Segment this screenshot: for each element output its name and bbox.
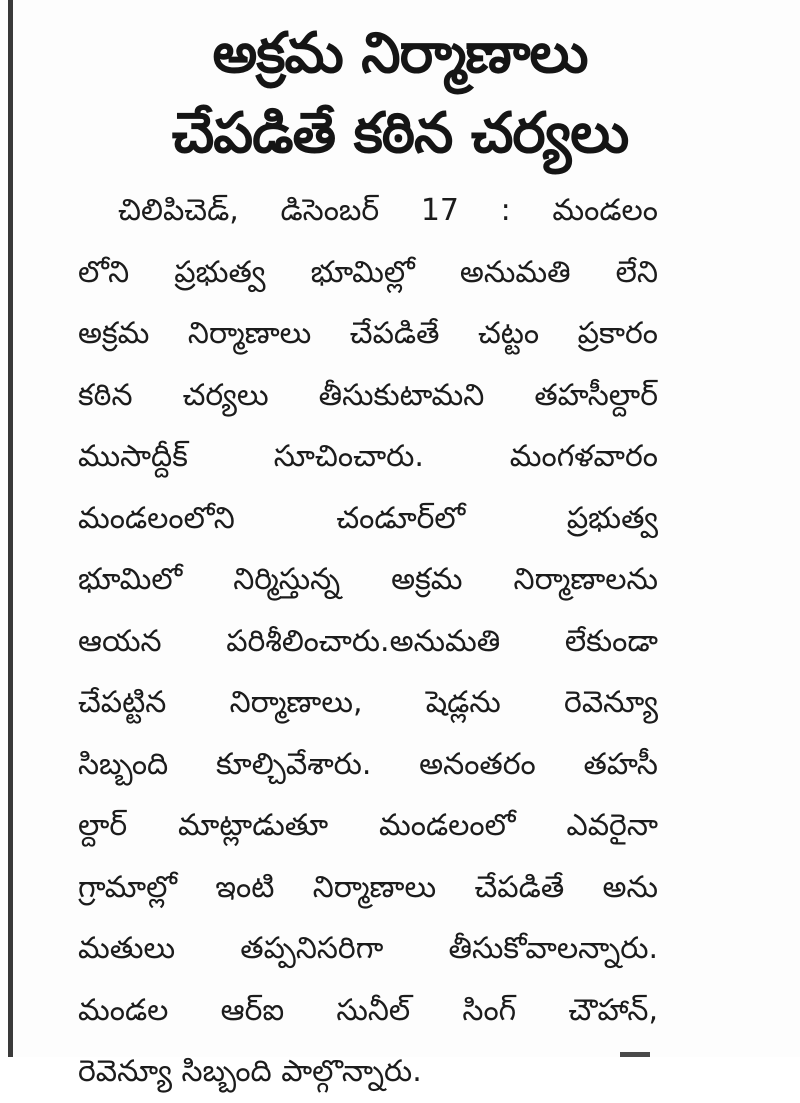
body-line-4: కఠిన చర్యలు తీసుకుటామని తహసీల్దార్ [78,377,658,413]
body-line-10: సిబ్బంది కూల్చివేశారు. అనంతరం తహసీ [78,746,658,782]
body-line-5: ముసాద్దీక్ సూచించారు. మంగళవారం [78,439,658,474]
body-line-15: రెవెన్యూ సిబ్బంది పాల్గొన్నారు. [78,1054,422,1089]
body-line-8: ఆయన పరిశీలించారు.అనుమతి లేకుండా [78,623,658,659]
body-line-9: చేపట్టిన నిర్మాణాలు, షెడ్లను రెవెన్యూ [78,685,658,720]
body-line-14: మండల ఆర్ఐ సునీల్ సింగ్ చౌహాన్, [78,992,658,1028]
body-line-11: ల్దార్ మాట్లాడుతూ మండలంలో ఎవరైనా [78,808,658,843]
body-line-13: మతులు తప్పనిసరిగా తీసుకోవాలన్నారు. [78,931,658,966]
body-line-3: అక్రమ నిర్మాణాలు చేపడితే చట్టం ప్రకారం [78,316,658,351]
headline-line-1: అక్రమ నిర్మాణాలు [212,21,588,86]
body-line-2: లోని ప్రభుత్వ భూమిల్లో అనుమతి లేని [78,254,658,290]
body-line-7: భూమిలో నిర్మిస్తున్న అక్రమ నిర్మాణాలను [78,562,658,597]
next-column-edge [620,1052,650,1057]
headline-line-2: చేపడితే కఠిన చర్యలు [171,101,629,166]
body-line-12: గ్రామాల్లో ఇంటి నిర్మాణాలు చేపడితే అను [78,869,658,905]
body-line-1: చిలిపిచెడ్, డిసెంబర్ 17 : మండలం [118,193,658,228]
article-body [78,180,658,1103]
body-line-6: మండలంలోని చండూర్‌లో ప్రభుత్వ [78,500,658,536]
article-headline [30,14,770,174]
